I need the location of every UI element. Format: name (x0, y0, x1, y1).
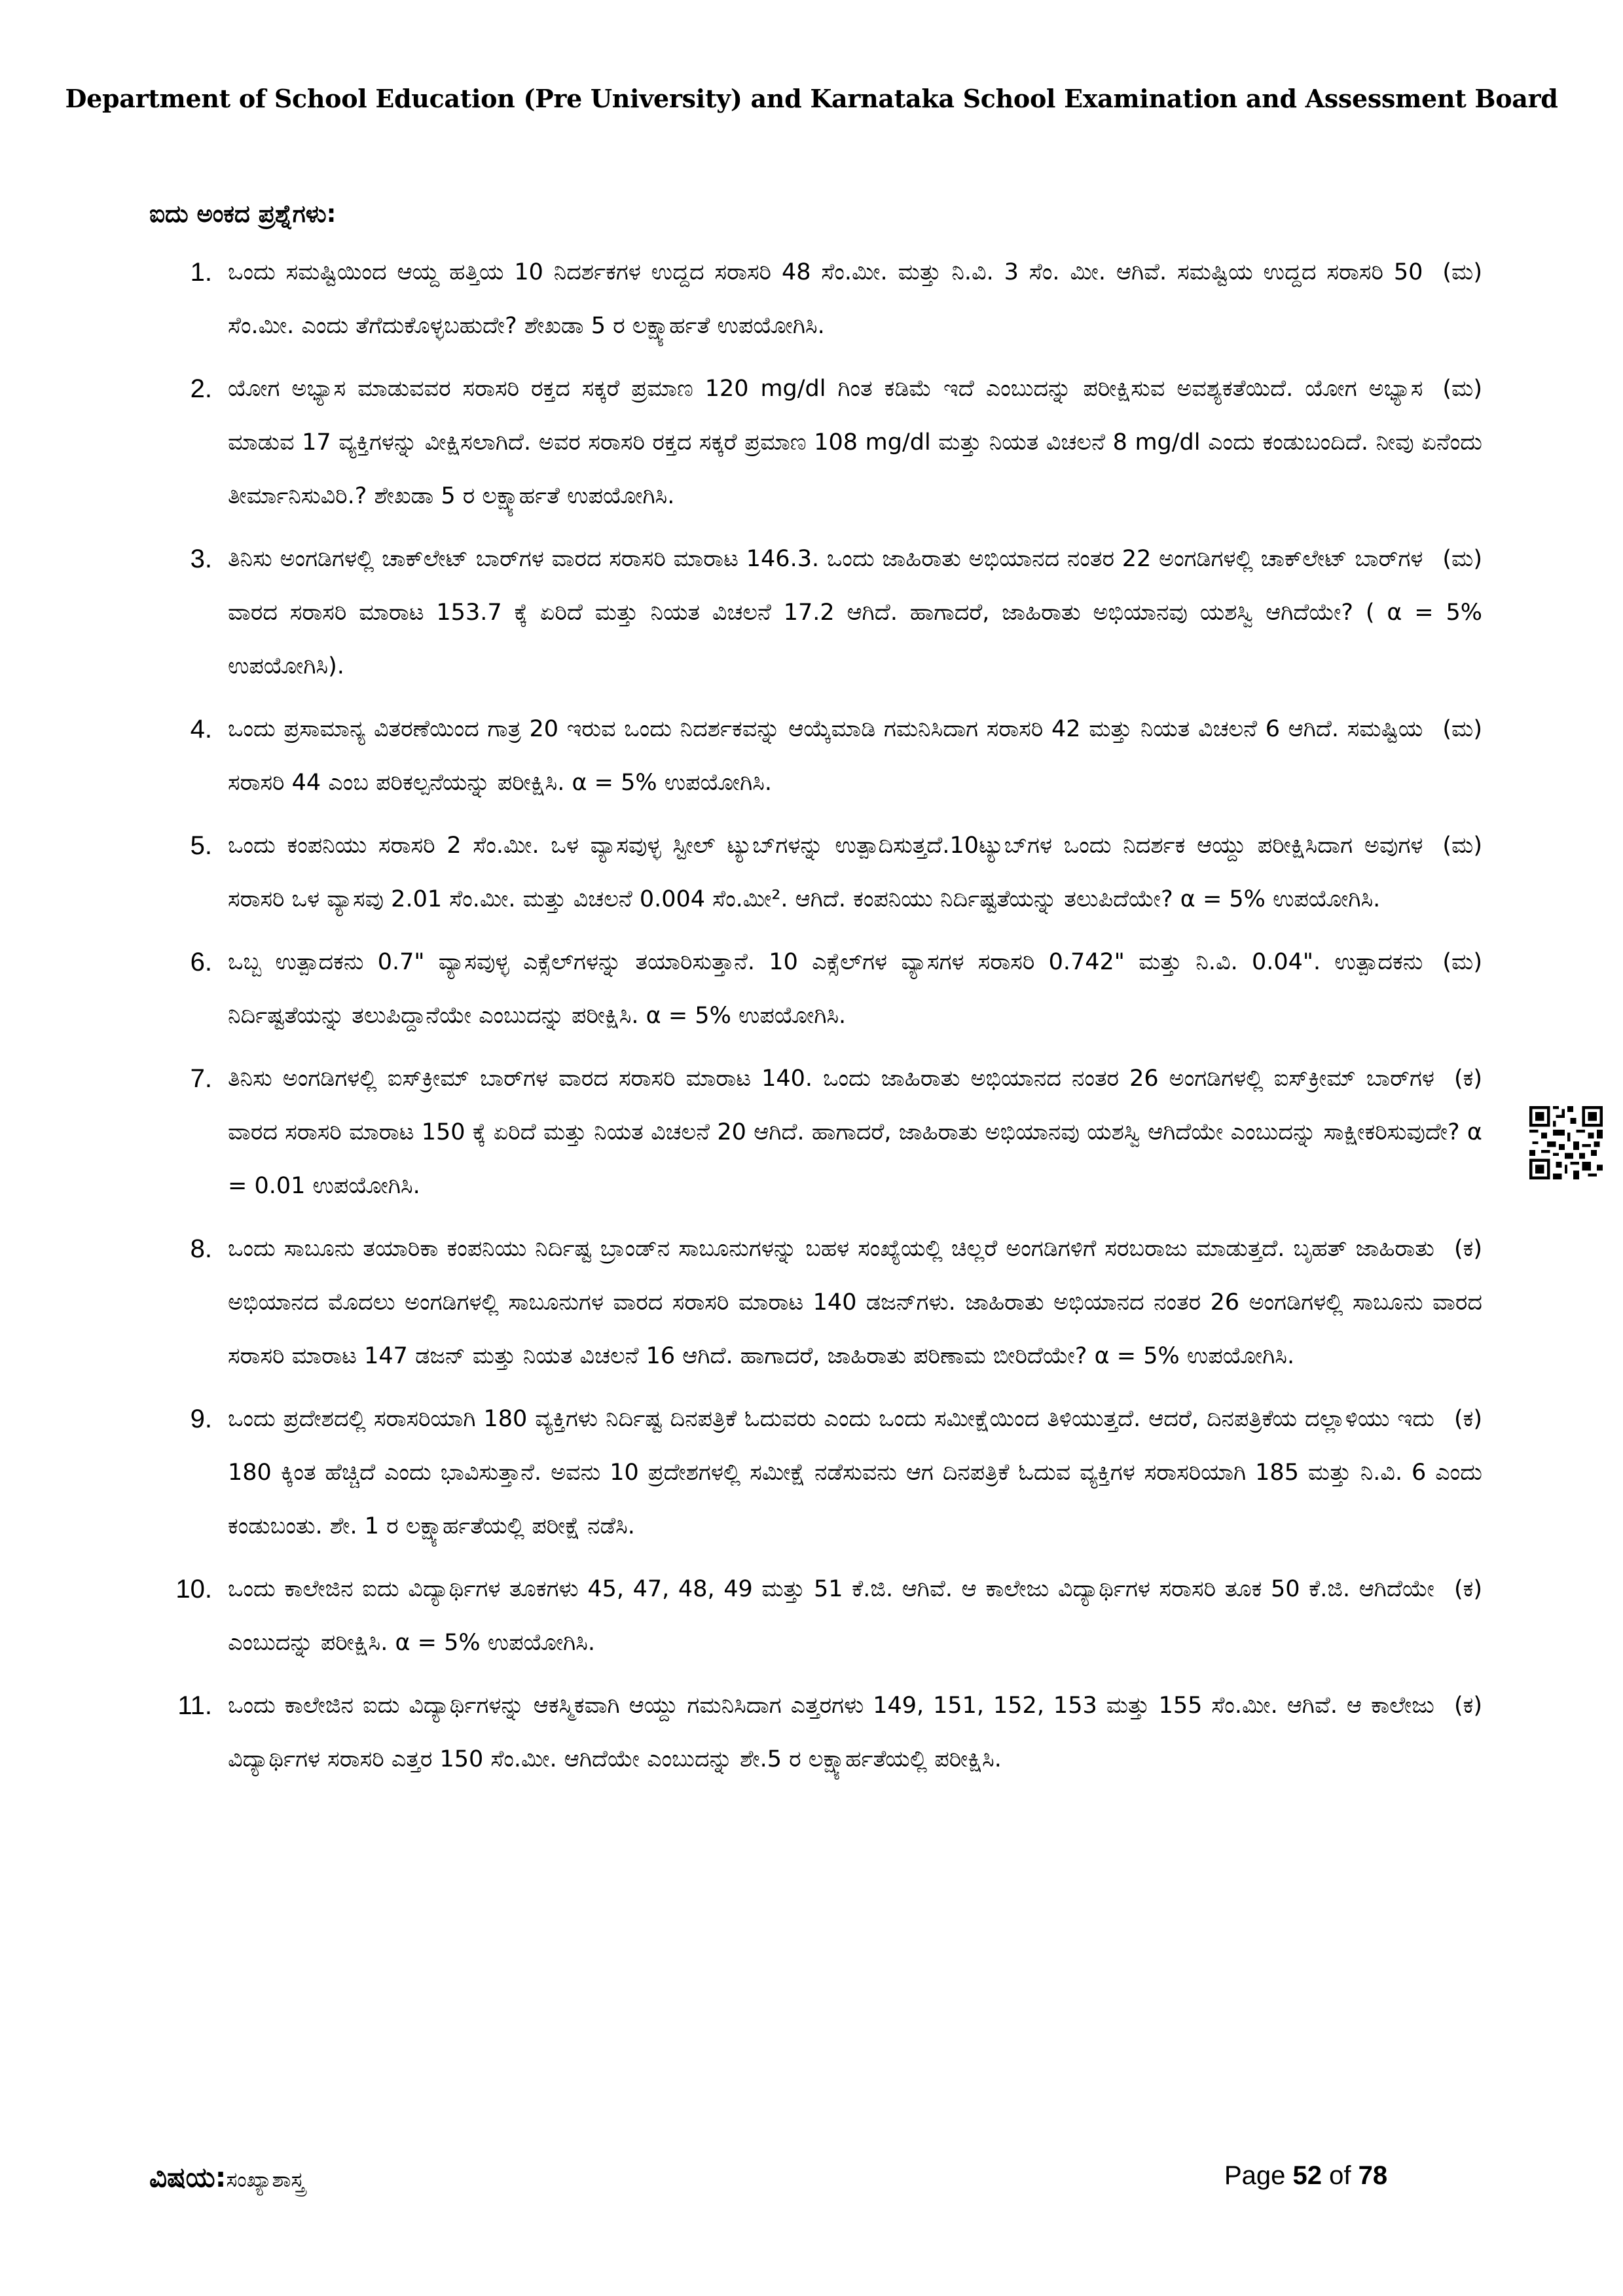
question-text: ಒಂದು ಕಾಲೇಜಿನ ಐದು ವಿದ್ಯಾರ್ಥಿಗಳ ತೂಕಗಳು 45, 47, 48, 49 ಮತ್ತು 51 ಕೆ.ಜಿ. ಆಗಿವೆ. ಆ ಕಾಲೇಜು ವಿದ್ಯಾರ್ಥಿಗಳ ಸರಾಸರಿ ತೂಕ 50 ಕೆ.ಜಿ. ಆಗಿದೆಯೇ ಎಂಬುದನ್ನು ಪರೀಕ್ಷಿಸಿ. α = 5% ಉಪಯೋಗಿಸಿ. (228, 1576, 1434, 1656)
question-tag: (ಕ) (1453, 1236, 1482, 1262)
page-header: Department of School Education (Pre University) and Karnataka School Examination and Assessment Board (65, 84, 1558, 113)
question-tag: (ಮ) (1442, 949, 1482, 975)
subject-label: ವಿಷಯ: (149, 2161, 227, 2193)
subject-value: ಸಂಖ್ಯಾಶಾಸ್ತ್ರ (226, 2167, 305, 2192)
question-body (228, 819, 1482, 926)
question-number: 1. (190, 258, 212, 287)
question-number: 6. (190, 948, 212, 977)
question-body (228, 362, 1482, 523)
question-tag: (ಮ) (1442, 716, 1482, 742)
question-body (228, 1052, 1482, 1213)
question-body (228, 245, 1482, 353)
section-title: ಐದು ಅಂಕದ ಪ್ರಶ್ನೆಗಳು: (149, 200, 337, 228)
question-text: ಒಂದು ಸಮಷ್ಟಿಯಿಂದ ಆಯ್ದ ಹತ್ತಿಯ 10 ನಿದರ್ಶಕಗಳ ಉದ್ದದ ಸರಾಸರಿ 48 ಸೆಂ.ಮೀ. ಮತ್ತು ನಿ.ವಿ. 3 ಸೆಂ. ಮೀ. ಆಗಿವೆ. ಸಮಷ್ಟಿಯ ಉದ್ದದ ಸರಾಸರಿ 50 ಸೆಂ.ಮೀ. ಎಂದು ತೆಗೆದುಕೊಳ್ಳಬಹುದೇ? ಶೇಖಡಾ 5 ರ ಲಕ್ಷ್ಯಾರ್ಹತೆ ಉಪಯೋಗಿಸಿ. (228, 259, 1423, 339)
question-text: ತಿನಿಸು ಅಂಗಡಿಗಳಲ್ಲಿ ಚಾಕ್‌ಲೇಟ್ ಬಾರ್‌ಗಳ ವಾರದ ಸರಾಸರಿ ಮಾರಾಟ 146.3. ಒಂದು ಜಾಹಿರಾತು ಅಭಿಯಾನದ ನಂತರ 22 ಅಂಗಡಿಗಳಲ್ಲಿ ಚಾಕ್‌ಲೇಟ್ ಬಾರ್‌ಗಳ ವಾರದ ಸರಾಸರಿ ಮಾರಾಟ 153.7 ಕ್ಕೆ ಏರಿದೆ ಮತ್ತು ನಿಯತ ವಿಚಲನೆ 17.2 ಆಗಿದೆ. ಹಾಗಾದರೆ, ಜಾಹಿರಾತು ಅಭಿಯಾನವು ಯಶಸ್ವಿ ಆಗಿದೆಯೇ? ( α = 5% ಉಪಯೋಗಿಸಿ). (228, 546, 1482, 679)
question-number: 8. (190, 1234, 212, 1263)
question-body (228, 1679, 1482, 1786)
question-text: ಒಂದು ಸಾಬೂನು ತಯಾರಿಕಾ ಕಂಪನಿಯು ನಿರ್ದಿಷ್ಟ ಬ್ರಾಂಡ್‌ನ ಸಾಬೂನುಗಳನ್ನು ಬಹಳ ಸಂಖ್ಯೆಯಲ್ಲಿ ಚಿಲ್ಲರೆ ಅಂಗಡಿಗಳಿಗೆ ಸರಬರಾಜು ಮಾಡುತ್ತದೆ. ಬೃಹತ್ ಜಾಹಿರಾತು ಅಭಿಯಾನದ ಮೊದಲು ಅಂಗಡಿಗಳಲ್ಲಿ ಸಾಬೂನುಗಳ ವಾರದ ಸರಾಸರಿ ಮಾರಾಟ 140 ಡಜನ್‌ಗಳು. ಜಾಹಿರಾತು ಅಭಿಯಾನದ ನಂತರ 26 ಅಂಗಡಿಗಳಲ್ಲಿ ಸಾಬೂನು ವಾರದ ಸರಾಸರಿ ಮಾರಾಟ 147 ಡಜನ್ ಮತ್ತು ನಿಯತ ವಿಚಲನೆ 16 ಆಗಿದೆ. ಹಾಗಾದರೆ, ಜಾಹಿರಾತು ಪರಿಣಾಮ ಬೀರಿದೆಯೇ? α = 5% ಉಪಯೋಗಿಸಿ. (228, 1236, 1482, 1369)
question-body (228, 1562, 1482, 1670)
question-item (0, 1052, 1623, 1213)
question-item (0, 1679, 1623, 1786)
question-item (0, 819, 1623, 926)
question-number: 4. (190, 715, 212, 744)
question-body (228, 1222, 1482, 1383)
question-text: ಒಂದು ಪ್ರಸಾಮಾನ್ಯ ವಿತರಣೆಯಿಂದ ಗಾತ್ರ 20 ಇರುವ ಒಂದು ನಿದರ್ಶಕವನ್ನು ಆಯ್ಕೆಮಾಡಿ ಗಮನಿಸಿದಾಗ ಸರಾಸರಿ 42 ಮತ್ತು ನಿಯತ ವಿಚಲನೆ 6 ಆಗಿದೆ. ಸಮಷ್ಟಿಯ ಸರಾಸರಿ 44 ಎಂಬ ಪರಿಕಲ್ಪನೆಯನ್ನು ಪರೀಕ್ಷಿಸಿ. α = 5% ಉಪಯೋಗಿಸಿ. (228, 716, 1423, 796)
page-total: 78 (1358, 2161, 1388, 2190)
footer-subject (149, 2161, 304, 2194)
question-item (0, 702, 1623, 810)
page-number (1224, 2161, 1387, 2191)
question-text: ತಿನಿಸು ಅಂಗಡಿಗಳಲ್ಲಿ ಐಸ್‌ಕ್ರೀಮ್ ಬಾರ್‌ಗಳ ವಾರದ ಸರಾಸರಿ ಮಾರಾಟ 140. ಒಂದು ಜಾಹಿರಾತು ಅಭಿಯಾನದ ನಂತರ 26 ಅಂಗಡಿಗಳಲ್ಲಿ ಐಸ್‌ಕ್ರೀಮ್ ಬಾರ್‌ಗಳ ವಾರದ ಸರಾಸರಿ ಮಾರಾಟ 150 ಕ್ಕೆ ಏರಿದೆ ಮತ್ತು ನಿಯತ ವಿಚಲನೆ 20 ಆಗಿದೆ. ಹಾಗಾದರೆ, ಜಾಹಿರಾತು ಅಭಿಯಾನವು ಯಶಸ್ವಿ ಆಗಿದೆಯೇ ಎಂಬುದನ್ನು ಸಾಕ್ಷೀಕರಿಸುವುದೇ? α = 0.01 ಉಪಯೋಗಿಸಿ. (228, 1066, 1482, 1199)
question-text: ಒಬ್ಬ ಉತ್ಪಾದಕನು 0.7" ವ್ಯಾಸವುಳ್ಳ ಎಕ್ಸೆಲ್‌ಗಳನ್ನು ತಯಾರಿಸುತ್ತಾನೆ. 10 ಎಕ್ಸೆಲ್‌ಗಳ ವ್ಯಾಸಗಳ ಸರಾಸರಿ 0.742" ಮತ್ತು ನಿ.ವಿ. 0.04". ಉತ್ಪಾದಕನು ನಿರ್ದಿಷ್ಟತೆಯನ್ನು ತಲುಪಿದ್ದಾನೆಯೇ ಎಂಬುದನ್ನು ಪರೀಕ್ಷಿಸಿ. α = 5% ಉಪಯೋಗಿಸಿ. (228, 949, 1423, 1029)
question-tag: (ಮ) (1442, 259, 1482, 285)
question-text: ಒಂದು ಕಾಲೇಜಿನ ಐದು ವಿದ್ಯಾರ್ಥಿಗಳನ್ನು ಆಕಸ್ಮಿಕವಾಗಿ ಆಯ್ದು ಗಮನಿಸಿದಾಗ ಎತ್ತರಗಳು 149, 151, 152, 153 ಮತ್ತು 155 ಸೆಂ.ಮೀ. ಆಗಿವೆ. ಆ ಕಾಲೇಜು ವಿದ್ಯಾರ್ಥಿಗಳ ಸರಾಸರಿ ಎತ್ತರ 150 ಸೆಂ.ಮೀ. ಆಗಿದೆಯೇ ಎಂಬುದನ್ನು ಶೇ.5 ರ ಲಕ್ಷ್ಯಾರ್ಹತೆಯಲ್ಲಿ ಪರೀಕ್ಷಿಸಿ. (228, 1693, 1434, 1772)
question-number: 3. (190, 545, 212, 573)
page-current: 52 (1292, 2161, 1322, 2190)
question-item (0, 245, 1623, 353)
question-text: ಯೋಗ ಅಭ್ಯಾಸ ಮಾಡುವವರ ಸರಾಸರಿ ರಕ್ತದ ಸಕ್ಕರೆ ಪ್ರಮಾಣ 120 mg/dl ಗಿಂತ ಕಡಿಮೆ ಇದೆ ಎಂಬುದನ್ನು ಪರೀಕ್ಷಿಸುವ ಅವಶ್ಯಕತೆಯಿದೆ. ಯೋಗ ಅಭ್ಯಾಸ ಮಾಡುವ 17 ವ್ಯಕ್ತಿಗಳನ್ನು ವೀಕ್ಷಿಸಲಾಗಿದೆ. ಅವರ ಸರಾಸರಿ ರಕ್ತದ ಸಕ್ಕರೆ ಪ್ರಮಾಣ 108 mg/dl ಮತ್ತು ನಿಯತ ವಿಚಲನೆ 8 mg/dl ಎಂದು ಕಂಡುಬಂದಿದೆ. ನೀವು ಏನೆಂದು ತೀರ್ಮಾನಿಸುವಿರಿ.? ಶೇಖಡಾ 5 ರ ಲಕ್ಷ್ಯಾರ್ಹತೆ ಉಪಯೋಗಿಸಿ. (228, 376, 1482, 509)
question-list (0, 245, 1623, 1795)
question-text: ಒಂದು ಕಂಪನಿಯು ಸರಾಸರಿ 2 ಸೆಂ.ಮೀ. ಒಳ ವ್ಯಾಸವುಳ್ಳ ಸ್ಟೀಲ್ ಟ್ಯುಬ್‌ಗಳನ್ನು ಉತ್ಪಾದಿಸುತ್ತದೆ.10ಟ್ಯುಬ್‌ಗಳ ಒಂದು ನಿದರ್ಶಕ ಆಯ್ದು ಪರೀಕ್ಷಿಸಿದಾಗ ಅವುಗಳ ಸರಾಸರಿ ಒಳ ವ್ಯಾಸವು 2.01 ಸೆಂ.ಮೀ. ಮತ್ತು ವಿಚಲನೆ 0.004 ಸೆಂ.ಮೀ². ಆಗಿದೆ. ಕಂಪನಿಯು ನಿರ್ದಿಷ್ಟತೆಯನ್ನು ತಲುಪಿದೆಯೇ? α = 5% ಉಪಯೋಗಿಸಿ. (228, 833, 1423, 912)
question-tag: (ಕ) (1453, 1576, 1482, 1602)
question-body (228, 532, 1482, 693)
question-number: 10. (175, 1575, 212, 1604)
question-number: 11. (177, 1691, 212, 1720)
question-tag: (ಮ) (1442, 376, 1482, 402)
question-item (0, 1562, 1623, 1670)
question-tag: (ಮ) (1442, 833, 1482, 859)
question-number: 2. (190, 374, 212, 403)
question-body (228, 935, 1482, 1043)
qr-code-icon (1529, 1106, 1603, 1179)
question-item (0, 532, 1623, 693)
question-text: ಒಂದು ಪ್ರದೇಶದಲ್ಲಿ ಸರಾಸರಿಯಾಗಿ 180 ವ್ಯಕ್ತಿಗಳು ನಿರ್ದಿಷ್ಟ ದಿನಪತ್ರಿಕೆ ಓದುವರು ಎಂದು ಒಂದು ಸಮೀಕ್ಷೆಯಿಂದ ತಿಳಿಯುತ್ತದೆ. ಆದರೆ, ದಿನಪತ್ರಿಕೆಯ ದಲ್ಲಾಳಿಯು ಇದು 180 ಕ್ಕಿಂತ ಹೆಚ್ಚಿದೆ ಎಂದು ಭಾವಿಸುತ್ತಾನೆ. ಅವನು 10 ಪ್ರದೇಶಗಳಲ್ಲಿ ಸಮೀಕ್ಷೆ ನಡೆಸುವನು ಆಗ ದಿನಪತ್ರಿಕೆ ಓದುವ ವ್ಯಕ್ತಿಗಳ ಸರಾಸರಿಯಾಗಿ 185 ಮತ್ತು ನಿ.ವಿ. 6 ಎಂದು ಕಂಡುಬಂತು. ಶೇ. 1 ರ ಲಕ್ಷ್ಯಾರ್ಹತೆಯಲ್ಲಿ ಪರೀಕ್ಷೆ ನಡೆಸಿ. (228, 1406, 1482, 1539)
question-item (0, 1222, 1623, 1383)
question-tag: (ಮ) (1442, 546, 1482, 572)
question-tag: (ಕ) (1453, 1406, 1482, 1432)
question-item (0, 1392, 1623, 1553)
question-body (228, 1392, 1482, 1553)
page-of: of (1329, 2161, 1351, 2190)
question-number: 9. (190, 1405, 212, 1433)
question-tag: (ಕ) (1453, 1066, 1482, 1092)
page-prefix: Page (1224, 2161, 1286, 2190)
question-body (228, 702, 1482, 810)
question-item (0, 935, 1623, 1043)
question-tag: (ಕ) (1453, 1693, 1482, 1719)
question-number: 7. (190, 1064, 212, 1093)
question-item (0, 362, 1623, 523)
question-number: 5. (190, 831, 212, 860)
